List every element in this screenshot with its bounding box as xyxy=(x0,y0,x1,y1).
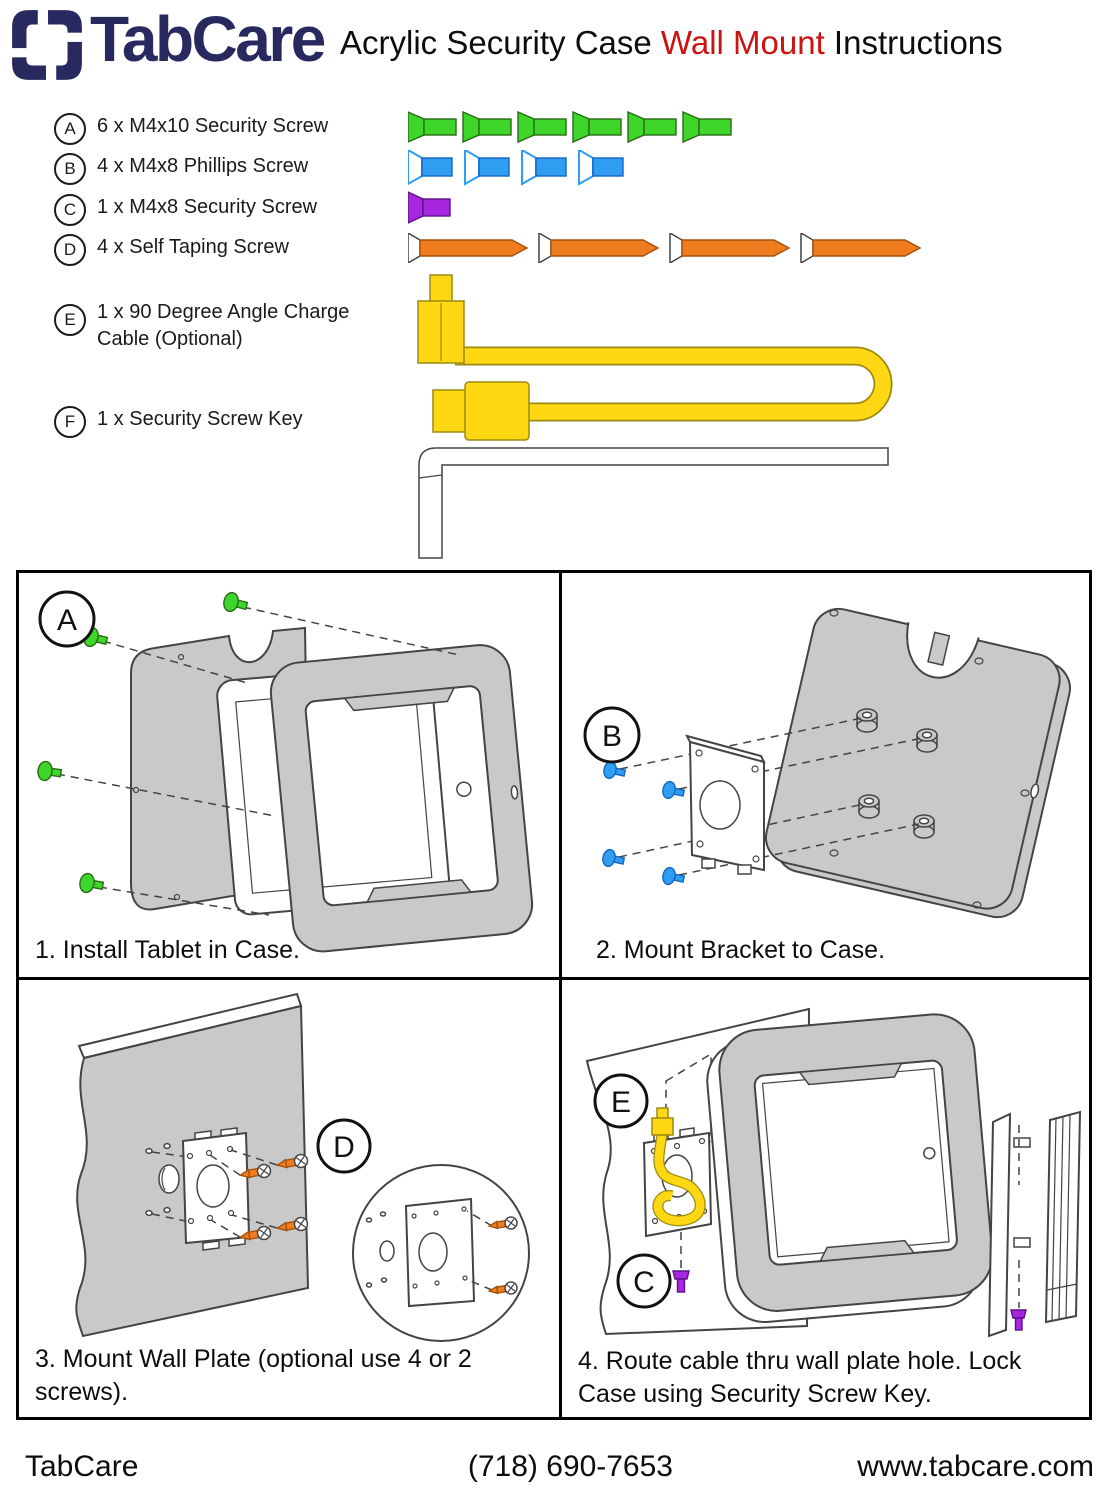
security-screw-key-icon xyxy=(406,442,896,564)
standoff-icon xyxy=(859,795,879,818)
step-panel-1 xyxy=(19,573,562,980)
standoff-icon xyxy=(917,729,937,752)
vesa-bracket xyxy=(687,736,764,874)
part-badge-d: D xyxy=(54,234,86,266)
parts-list xyxy=(0,95,1108,567)
step4-caption: 4. Route cable thru wall plate hole. Lock Case using Security Screw Key. xyxy=(578,1347,1022,1408)
footer-brand: TabCare xyxy=(25,1450,139,1483)
part-label-d: 4 x Self Taping Screw xyxy=(97,236,289,258)
part-label-f: 1 x Security Screw Key xyxy=(97,408,303,430)
security-case xyxy=(703,1011,996,1325)
step-panel-4 xyxy=(562,980,1089,1417)
standoff-icon xyxy=(857,709,877,732)
step4-badge-lock: C xyxy=(633,1266,655,1299)
90-degree-angle-charge-cable-icon xyxy=(405,270,910,455)
green-screw-icon xyxy=(37,761,62,783)
step-panel-3 xyxy=(19,980,562,1417)
step1-caption: 1. Install Tablet in Case. xyxy=(35,936,300,964)
part-label-b: 4 x M4x8 Phillips Screw xyxy=(97,155,309,177)
step2-badge: B xyxy=(601,720,623,753)
part-label-a: 6 x M4x10 Security Screw xyxy=(97,115,329,137)
part-badge-f: F xyxy=(54,406,86,438)
part-badge-c: C xyxy=(54,194,86,226)
blue-screw-icon xyxy=(601,848,625,869)
tabcare-logo-icon xyxy=(8,6,86,84)
part-badge-a: A xyxy=(54,113,86,145)
step1-badge: A xyxy=(56,604,78,637)
side-view xyxy=(989,1112,1080,1336)
m4x8-security-screw-purple-icon xyxy=(408,191,458,225)
m4x8-phillips-screw-blue-icon xyxy=(408,150,648,186)
green-screw-icon xyxy=(78,872,104,895)
step3-badge: D xyxy=(333,1131,355,1164)
part-badge-e: E xyxy=(54,304,86,336)
part-label-e: 1 x 90 Degree Angle Charge Cable (Optional) xyxy=(97,301,350,350)
title-highlight: Wall Mount xyxy=(660,24,825,61)
standoff-icon xyxy=(914,815,934,838)
part-badge-b: B xyxy=(54,153,86,185)
green-screw-icon xyxy=(222,591,249,615)
footer-website: www.tabcare.com xyxy=(857,1450,1094,1483)
steps-grid xyxy=(16,570,1092,1420)
brand-name: TabCare xyxy=(90,3,324,75)
self-taping-screw-orange-icon xyxy=(408,233,928,263)
step3-caption: 3. Mount Wall Plate (optional use 4 or 2 screws). xyxy=(35,1345,472,1406)
part-label-c: 1 x M4x8 Security Screw xyxy=(97,196,318,218)
step2-diagram-mount-bracket xyxy=(562,573,1089,980)
footer-phone: (718) 690-7653 xyxy=(467,1450,673,1483)
blue-screw-icon xyxy=(661,866,685,887)
page-title: Acrylic Security Case Wall Mount Instructions xyxy=(340,24,1003,61)
step2-caption: 2. Mount Bracket to Case. xyxy=(596,936,886,964)
step-panel-2 xyxy=(562,573,1089,980)
step4-badge-cable: E xyxy=(610,1086,632,1119)
two-screw-option-inset xyxy=(353,1165,529,1341)
blue-screw-icon xyxy=(602,760,626,781)
m4x10-security-screw-green-icon xyxy=(408,110,738,144)
blue-screw-icon xyxy=(661,780,685,801)
step1-diagram-install-tablet xyxy=(19,573,562,980)
wall-plate xyxy=(183,1128,249,1250)
purple-security-screw-icon xyxy=(1011,1310,1026,1330)
